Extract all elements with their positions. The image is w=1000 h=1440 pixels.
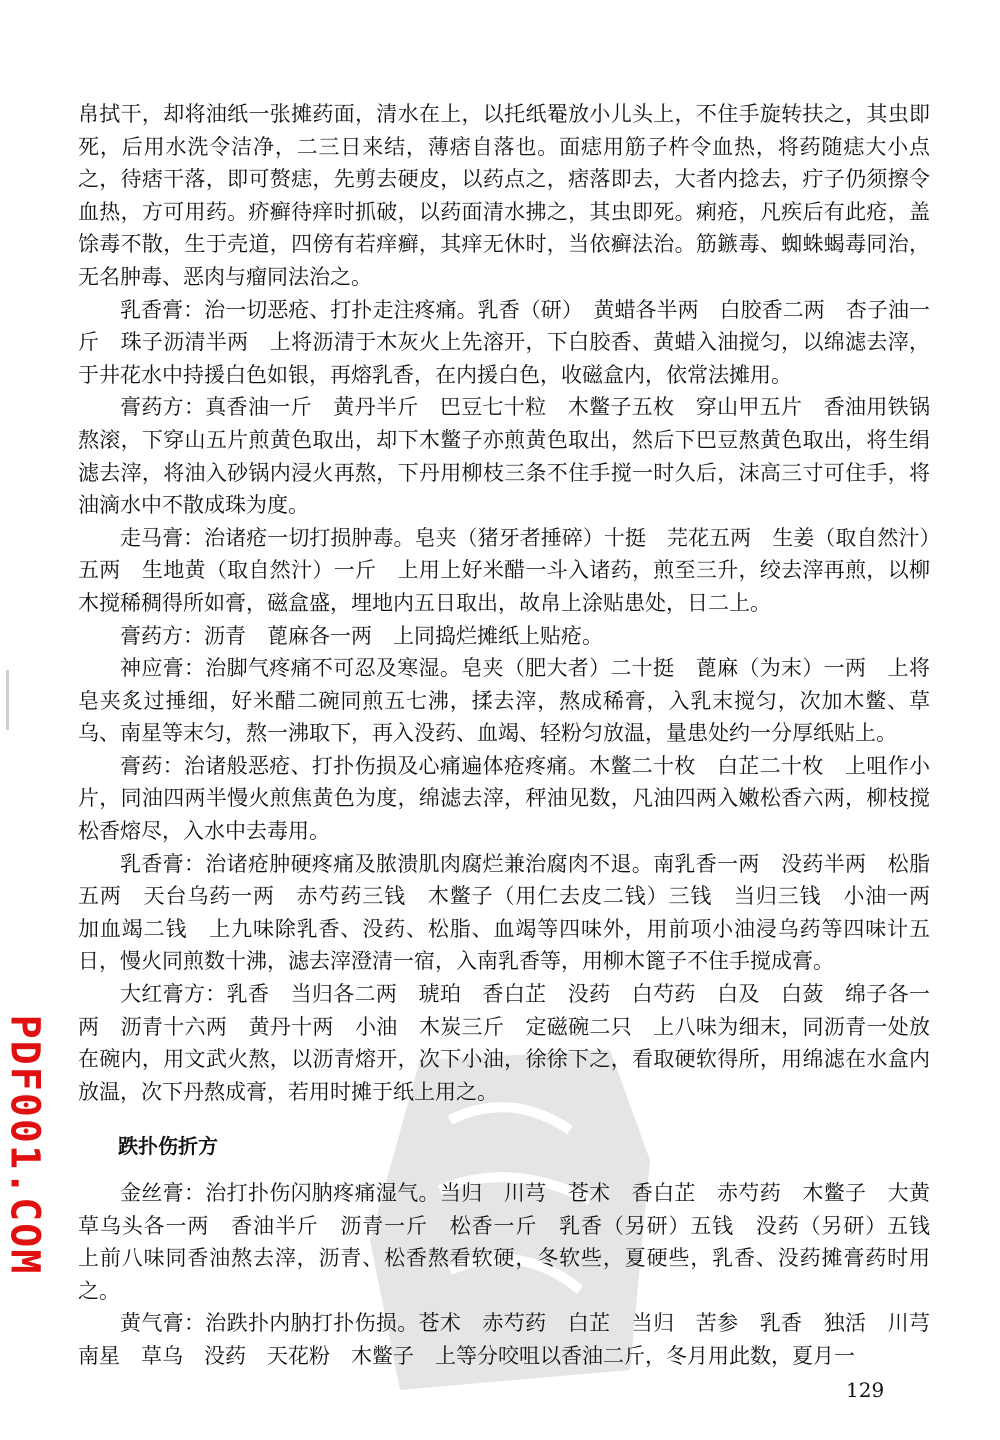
main-text — [78, 98, 951, 1373]
paragraph-gaoyao-fang-2: 膏药方：沥青 蓖麻各一两 上同捣烂摊纸上贴疮。 — [120, 623, 603, 648]
paragraph-gaoyao: 膏药：治诸般恶疮、打扑伤损及心痛遍体疮疼痛。木鳖二十枚 白芷二十枚 上咀作小片，同油四两半慢火煎焦黄色为度，绵滤去滓，秤油见数，凡油四两入嫩松香六两，柳枝搅松香熔尽，入水中去毒用。 — [78, 753, 930, 844]
paragraph-ruxiang-gao-2: 乳香膏：治诸疮肿硬疼痛及脓溃肌肉腐烂兼治腐肉不退。南乳香一两 没药半两 松脂五两 天台乌药一两 赤芍药三钱 木鳖子（用仁去皮二钱）三钱 当归三钱 小油一两 加血竭二钱 上九味除乳香、没药、松脂、血竭等四味外，用前项小油浸乌药等四味计五日，慢火同煎数十沸，滤去滓澄清一宿，入南乳香等，用柳木篦子不住手搅成膏。 — [78, 851, 951, 974]
paragraph-dahong-gao: 大红膏方：乳香 当归各二两 琥珀 香白芷 没药 白芍药 白及 白蔹 绵子各一两 沥青十六两 黄丹十两 小油 木炭三斤 定磁碗二只 上八味为细末，同沥青一处放在碗内，用文武火熬，以沥青熔开，次下小油，徐徐下之，看取硬软得所，用绵滤在水盒内放温，次下丹熬成膏，若用时摊于纸上用之。 — [78, 982, 930, 1104]
paragraph-ruxiang-gao: 乳香膏：治一切恶疮、打扑走注疼痛。乳香（研） 黄蜡各半两 白胶香二两 杏子油一斤 珠子沥清半两 上将沥清于木灰火上先溶开，下白胶香、黄蜡入油搅匀，以绵滤去滓，于井花水中持援白色如银，再熔乳香，在内援白色，收磁盒内，依常法摊用。 — [78, 297, 930, 387]
section-heading: 跌扑伤折方 — [118, 1134, 218, 1159]
paragraph-zouma-gao: 走马膏：治诸疮一切打损肿毒。皂夹（猪牙者捶碎）十挺 芫花五两 生姜（取自然汁）五两 生地黄（取自然汁）一斤 上用上好米醋一斗入诸药，煎至三升，绞去滓再煎，以柳木搅稀稠得所如膏，磁盒盛，埋地内五日取出，故帛上涂贴患处，日二上。 — [78, 525, 930, 615]
paragraph-jinsi-gao: 金丝膏：治打扑伤闪肭疼痛湿气。当归 川芎 苍术 香白芷 赤芍药 木鳖子 大黄 草乌头各一两 香油半斤 沥青一斤 松香一斤 乳香（另研）五钱 没药（另研）五钱 上前八味同香油熬去滓，沥青、松香熬看软硬，冬软些，夏硬些，乳香、没药摊膏药时用之。 — [78, 1181, 951, 1303]
page-number: 129 — [846, 1378, 885, 1402]
watermark-text: PDF001.COM — [1, 1014, 48, 1276]
paragraph-gaoyao-fang: 膏药方：真香油一斤 黄丹半斤 巴豆七十粒 木鳖子五枚 穿山甲五片 香油用铁锅熬滚，下穿山五片煎黄色取出，却下木鳖子亦煎黄色取出，然后下巴豆熬黄色取出，将生绢滤去滓，将油入砂锅内浸火再熬，下丹用柳枝三条不住手搅一时久后，沫高三寸可住手，将油滴水中不散成珠为度。 — [78, 395, 930, 518]
scan-edge-mark — [6, 670, 9, 730]
paragraph-shenying-gao: 神应膏：治脚气疼痛不可忍及寒湿。皂夹（肥大者）二十挺 蓖麻（为末）一两 上将皂夹炙过捶细，好米醋二碗同煎五七沸，揉去滓，熬成稀膏，入乳末搅匀，次加木鳖、草乌、南星等末匀，熬一沸取下，再入没药、血竭、轻粉匀放温，量患处约一分厚纸贴上。 — [78, 656, 930, 746]
paragraph-continued: 帛拭干，却将油纸一张摊药面，清水在上，以托纸罨放小儿头上，不住手旋转扶之，其虫即死，后用水洗令洁净，二三日来结，薄痞自落也。面痣用筋子杵令血热，将药随痣大小点之，待痞干落，即可赘痣，先剪去硬皮，以药点之，痞落即去，大者内捻去，疔子仍须擦令血热，方可用药。疥癣待痒时抓破，以药面清水拂之，其虫即死。痢疮，凡疾后有此疮，盖馀毒不散，生于壳道，四傍有若痒癣，其痒无休时，当依癣法治。筋鏃毒、蜘蛛蝎毒同治，无名肿毒、恶肉与瘤同法治之。 — [78, 102, 930, 289]
site-watermark — [0, 1015, 48, 1275]
paragraph-huangqi-gao: 黄气膏：治跌扑内肭打扑伤损。苍术 赤芍药 白芷 当归 苦参 乳香 独活 川芎 南星 草乌 没药 天花粉 木鳖子 上等分咬咀以香油二斤，冬月用此数，夏月一 — [78, 1311, 951, 1368]
